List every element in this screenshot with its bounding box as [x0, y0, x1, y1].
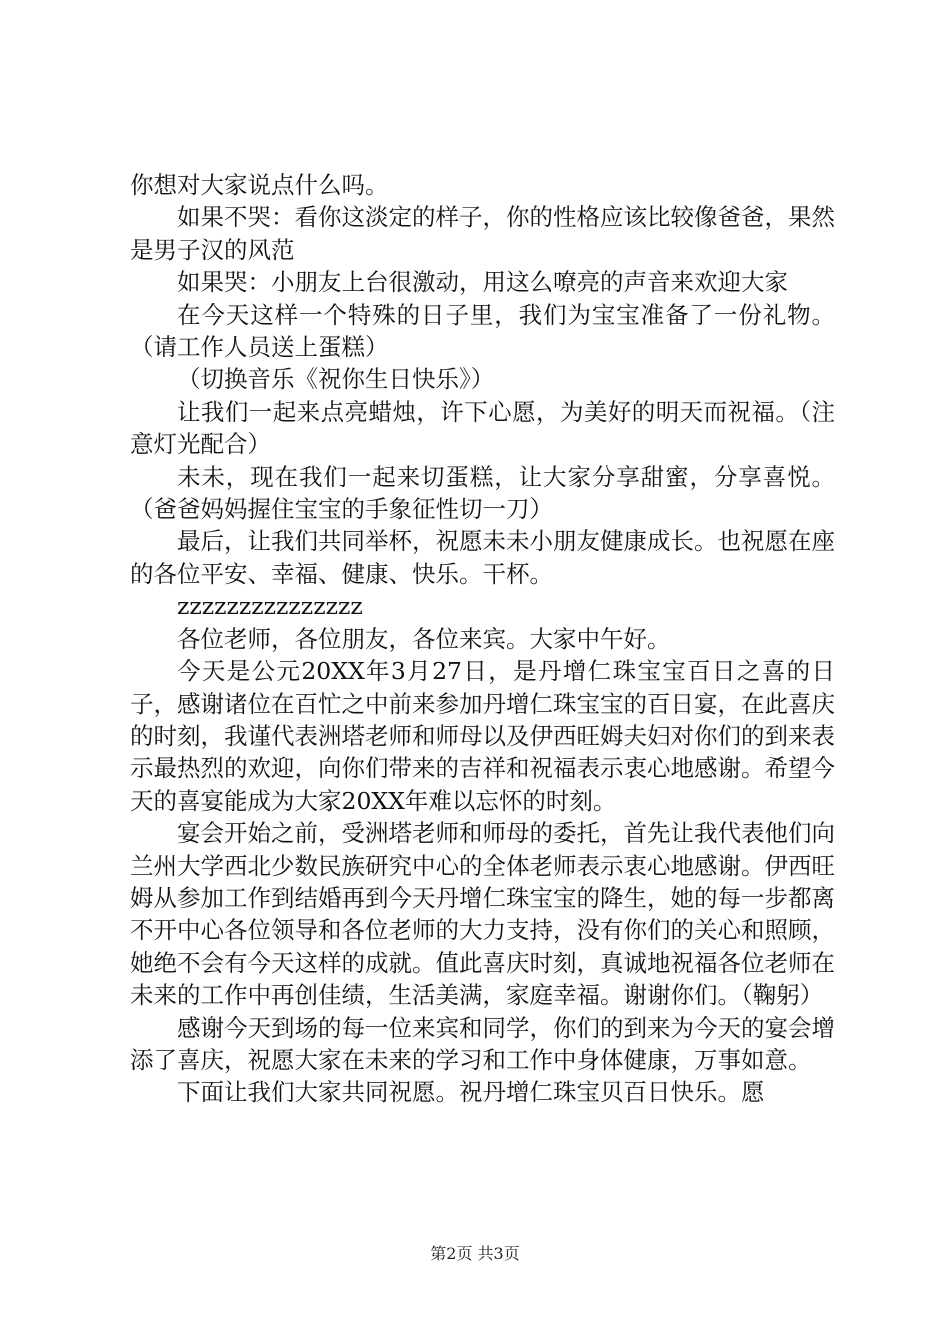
paragraph-11: 今天是公元20XX年3月27日，是丹增仁珠宝宝百日之喜的日子，感谢诸位在百忙之中前来参加丹增仁珠宝宝的百日宴，在此喜庆的时刻，我谨代表洲塔老师和师母以及伊西旺姆夫妇对你们的到来表示最热烈的欢迎，向你们带来的吉祥和祝福表示衷心地感谢。希望今天的喜宴能成为大家20XX年难以忘怀的时刻。 — [130, 657, 835, 815]
paragraph-4: 在今天这样一个特殊的日子里，我们为宝宝准备了一份礼物。（请工作人员送上蛋糕） — [130, 300, 835, 362]
paragraph-3: 如果哭：小朋友上台很激动，用这么嘹亮的声音来欢迎大家 — [177, 268, 788, 297]
paragraph-2: 如果不哭：看你这淡定的样子，你的性格应该比较像爸爸，果然是男子汉的风范 — [130, 203, 835, 264]
document-body — [130, 169, 835, 1109]
paragraph-14: 下面让我们大家共同祝愿。祝丹增仁珠宝贝百日快乐。愿 — [177, 1078, 765, 1107]
paragraph-6: 让我们一起来点亮蜡烛，许下心愿，为美好的明天而祝福。（注意灯光配合） — [130, 397, 835, 459]
paragraph-12: 宴会开始之前，受洲塔老师和师母的委托，首先让我代表他们向兰州大学西北少数民族研究中心的全体老师表示衷心地感谢。伊西旺姆从参加工作到结婚再到今天丹增仁珠宝宝的降生，她的每一步都离不开中心各位领导和各位老师的大力支持，没有你们的关心和照顾，她绝不会有今天这样的成就。值此喜庆时刻，真诚地祝福各位老师在未来的工作中再创佳绩，生活美满，家庭幸福。谢谢你们。（鞠躬） — [130, 819, 835, 1010]
paragraph-13: 感谢今天到场的每一位来宾和同学，你们的到来为今天的宴会增添了喜庆，祝愿大家在未来的学习和工作中身体健康，万事如意。 — [130, 1013, 835, 1074]
paragraph-1: 你想对大家说点什么吗。 — [130, 171, 389, 199]
separator-line: zzzzzzzzzzzzzzz — [177, 592, 363, 621]
paragraph-5: （切换音乐《祝你生日快乐》） — [177, 365, 495, 394]
paragraph-7: 未未，现在我们一起来切蛋糕，让大家分享甜蜜，分享喜悦。（爸爸妈妈握住宝宝的手象征性切一刀） — [130, 462, 835, 524]
page-footer: 第2页 共3页 — [430, 1244, 520, 1263]
paragraph-10: 各位老师，各位朋友，各位来宾。大家中午好。 — [177, 624, 671, 653]
paragraph-8: 最后，让我们共同举杯，祝愿未未小朋友健康成长。也祝愿在座的各位平安、幸福、健康、快乐。干杯。 — [130, 527, 835, 588]
